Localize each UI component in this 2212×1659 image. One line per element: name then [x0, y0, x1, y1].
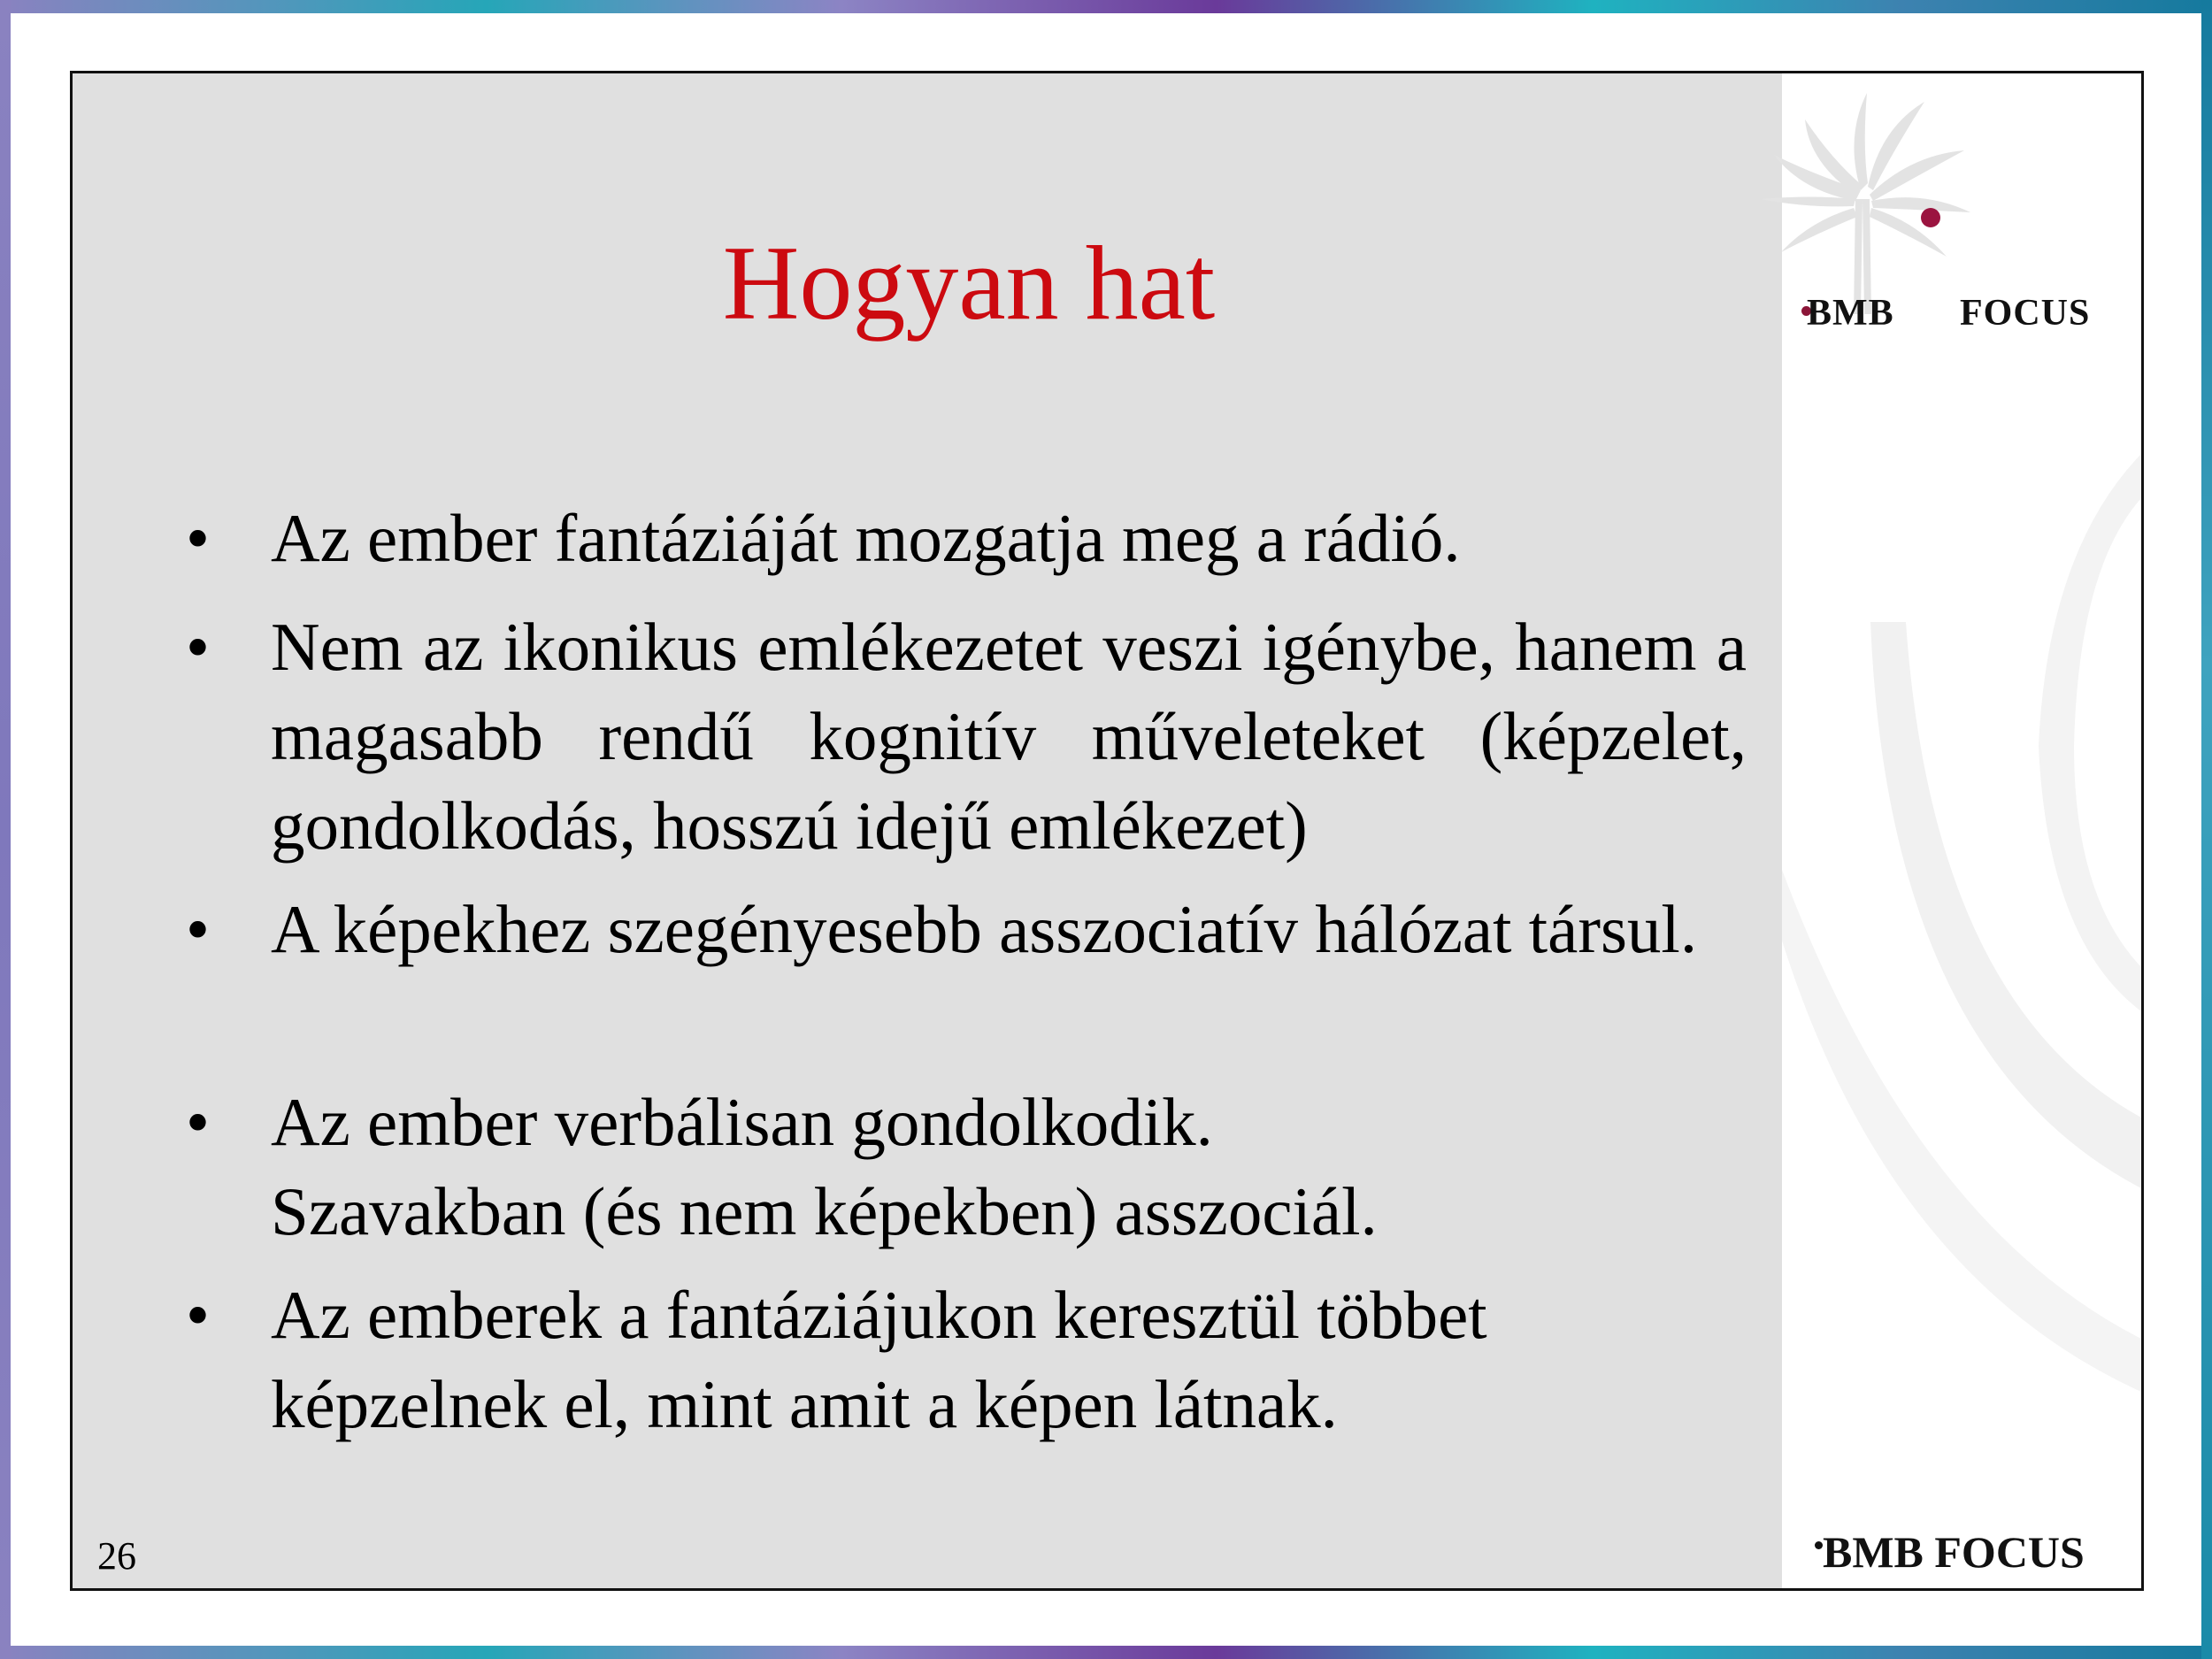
- bullet-dot: •: [186, 1084, 210, 1160]
- bullet-item: [186, 603, 1747, 871]
- frame-left-border: [0, 0, 11, 1659]
- bullet-dot: •: [186, 609, 210, 685]
- footer-dot: [1815, 1541, 1823, 1549]
- frame-bottom-border: [0, 1646, 2212, 1659]
- bullet-text: Az ember fantáziáját mozgatja meg a rádió.: [271, 500, 1461, 576]
- bullet-text: A képekhez szegényesebb asszociatív hálózat társul.: [271, 891, 1698, 967]
- bullet-dot: •: [186, 500, 210, 576]
- footer-brand: BMB FOCUS: [1823, 1527, 2085, 1577]
- bullet-item: [186, 494, 1747, 583]
- slide-title: Hogyan hat: [722, 224, 1216, 342]
- bullet-item: [186, 1271, 1747, 1449]
- bullet-text: képzelnek el, mint amit a képen látnak.: [271, 1366, 1338, 1442]
- frame-right-border: [2201, 0, 2212, 1659]
- bullet-text: Az emberek a fantáziájukon keresztül többet: [271, 1277, 1487, 1353]
- logo-text-focus: FOCUS: [1960, 293, 2091, 334]
- logo-text-bmb: BMB: [1807, 293, 1894, 334]
- bullet-text: Szavakban (és nem képekben) asszociál.: [271, 1173, 1378, 1249]
- bullet-dot: •: [186, 891, 210, 967]
- page-number: 26: [97, 1534, 136, 1578]
- bullet-text: Nem az ikonikus emlékezetet veszi igénybe, hanem a magasabb rendű kognitív műveleteket (képzelet, gondolkodás, hosszú idejű emlékezet): [271, 609, 1747, 864]
- bullet-text: Az ember verbálisan gondolkodik.: [271, 1084, 1213, 1160]
- bullet-dot: •: [186, 1277, 210, 1353]
- bullet-item: [186, 1078, 1747, 1256]
- frame-top-border: [0, 0, 2212, 13]
- bullet-item: [186, 885, 1747, 974]
